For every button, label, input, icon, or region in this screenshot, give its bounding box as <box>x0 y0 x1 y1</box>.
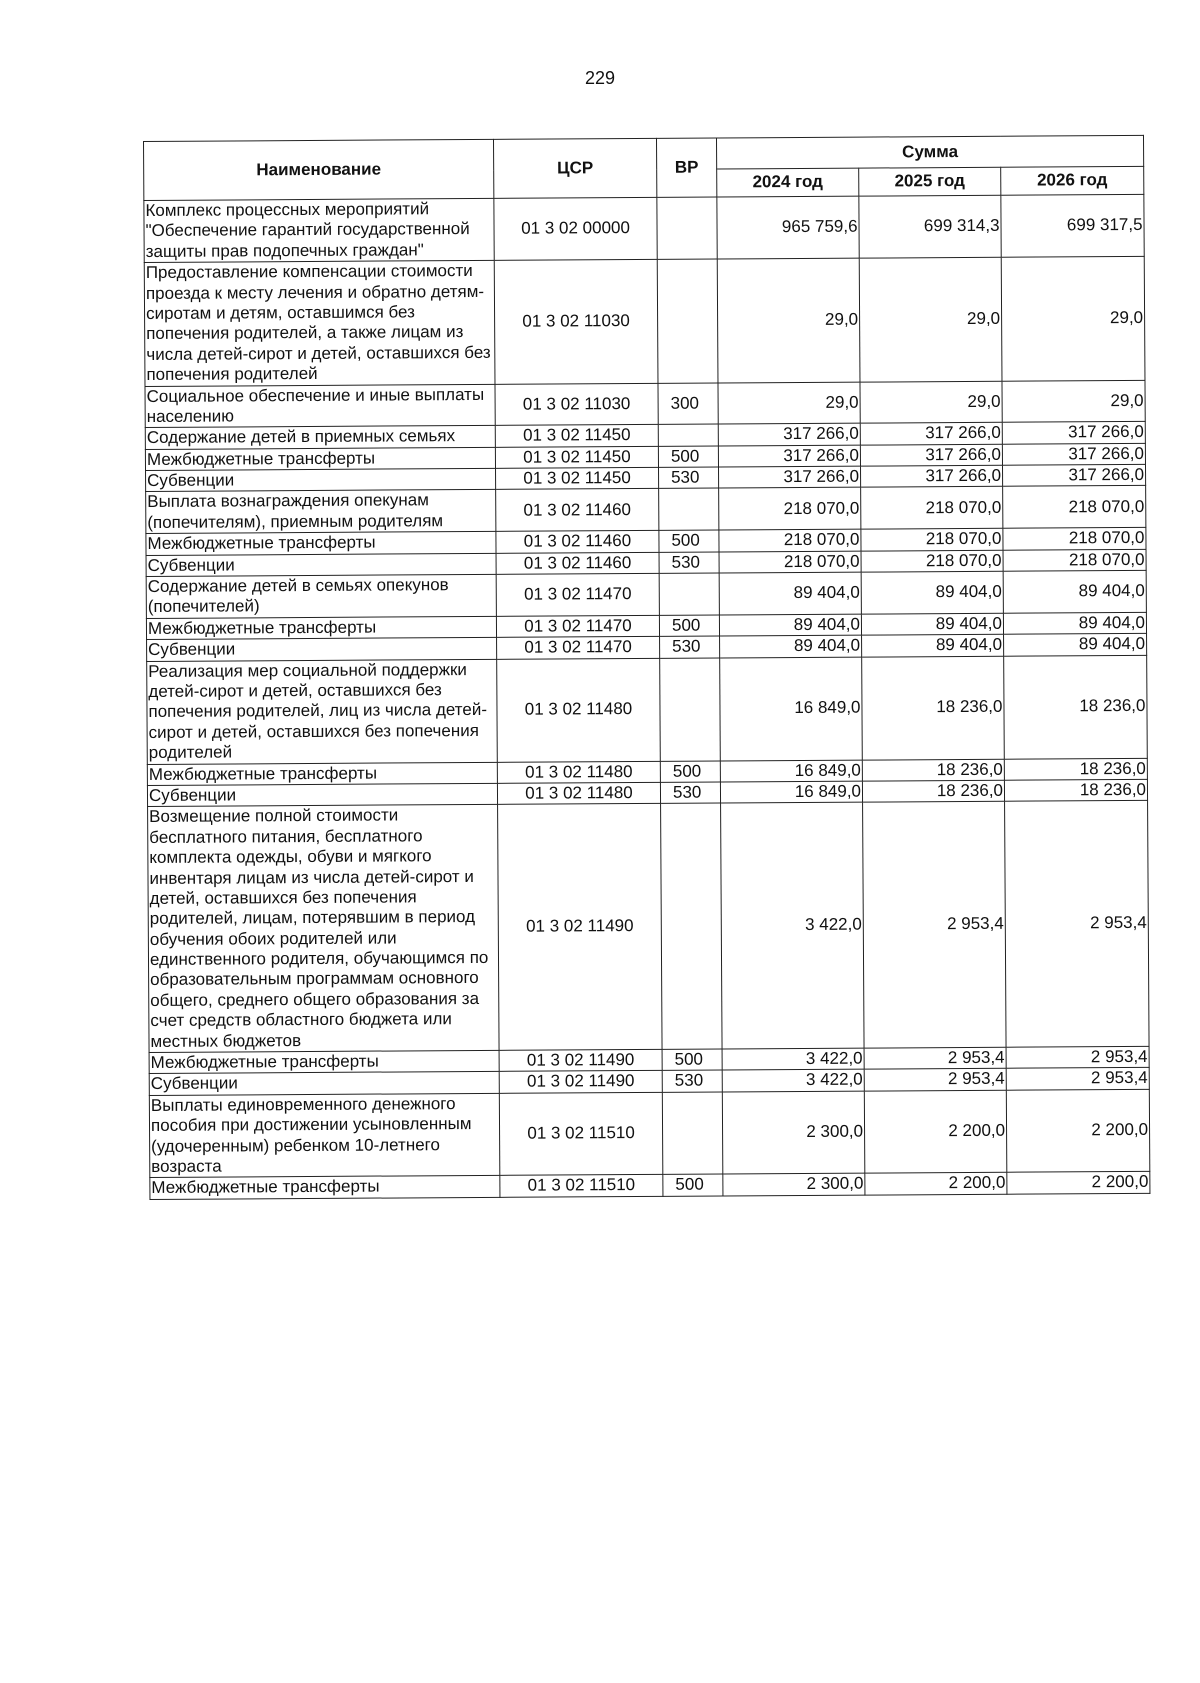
cell-2025: 2 200,0 <box>865 1173 1007 1195</box>
cell-2026: 317 266,0 <box>1002 422 1145 444</box>
table-row <box>145 380 1145 428</box>
cell-2024: 16 849,0 <box>720 657 863 761</box>
cell-csr: 01 3 02 11450 <box>496 467 659 489</box>
cell-2025: 2 953,4 <box>864 1069 1006 1091</box>
cell-2024: 965 759,6 <box>717 196 859 259</box>
cell-2026: 89 404,0 <box>1003 570 1146 613</box>
cell-vr: 500 <box>662 1049 722 1071</box>
table-row <box>146 486 1146 534</box>
cell-name: Содержание детей в семьях опекунов (попечителей) <box>146 574 496 618</box>
cell-csr: 01 3 02 11510 <box>499 1092 663 1176</box>
cell-csr: 01 3 02 11460 <box>496 552 659 574</box>
cell-name: Реализация мер социальной поддержки детей-сирот и детей, оставшихся без попечения родителей, лиц из числа детей-сирот и детей, оставшихся без попечения родителей <box>147 659 498 764</box>
cell-vr: 500 <box>663 1174 723 1196</box>
cell-2026: 2 953,4 <box>1005 801 1149 1048</box>
cell-2025: 29,0 <box>859 257 1002 381</box>
cell-2025: 218 070,0 <box>861 529 1003 551</box>
cell-2025: 89 404,0 <box>861 613 1003 635</box>
cell-vr <box>659 573 719 615</box>
cell-csr: 01 3 02 11480 <box>497 782 660 804</box>
cell-vr <box>657 197 717 260</box>
cell-vr <box>660 658 721 761</box>
table-body <box>144 194 1150 1199</box>
cell-csr: 01 3 02 11450 <box>495 425 658 447</box>
cell-2024: 29,0 <box>717 258 860 382</box>
cell-vr: 500 <box>659 530 719 552</box>
cell-2024: 89 404,0 <box>719 614 861 636</box>
cell-2025: 699 314,3 <box>859 195 1001 258</box>
cell-2024: 218 070,0 <box>719 551 861 573</box>
cell-2026: 317 266,0 <box>1002 464 1145 486</box>
cell-2024: 89 404,0 <box>720 635 862 657</box>
header-sum: Сумма <box>716 135 1143 169</box>
table-row <box>148 801 1149 1053</box>
cell-name: Межбюджетные трансферты <box>150 1176 500 1200</box>
cell-name: Субвенции <box>146 553 496 577</box>
cell-2025: 18 236,0 <box>862 759 1004 781</box>
cell-name: Межбюджетные трансферты <box>146 616 496 640</box>
cell-vr <box>662 1092 723 1175</box>
cell-vr: 530 <box>660 636 720 658</box>
cell-csr: 01 3 02 11480 <box>497 658 661 762</box>
header-csr: ЦСР <box>493 138 656 198</box>
table-row <box>144 257 1145 386</box>
cell-2026: 18 236,0 <box>1004 779 1147 801</box>
cell-2025: 29,0 <box>860 381 1002 424</box>
cell-2026: 18 236,0 <box>1004 758 1147 780</box>
cell-name: Межбюджетные трансферты <box>149 1050 499 1074</box>
budget-table-container <box>143 135 1149 1200</box>
cell-2025: 218 070,0 <box>861 487 1003 530</box>
cell-csr: 01 3 02 11470 <box>496 573 659 616</box>
cell-vr: 530 <box>662 1070 722 1092</box>
header-year-2024: 2024 год <box>717 168 859 197</box>
cell-2026: 89 404,0 <box>1004 634 1147 656</box>
cell-vr: 500 <box>660 761 720 783</box>
cell-2026: 18 236,0 <box>1004 655 1148 759</box>
header-year-2026: 2026 год <box>1001 166 1144 195</box>
header-vr: ВР <box>656 138 716 197</box>
cell-csr: 01 3 02 11480 <box>497 761 660 783</box>
cell-2024: 218 070,0 <box>719 488 861 531</box>
cell-2026: 29,0 <box>1001 257 1145 381</box>
cell-csr: 01 3 02 11470 <box>497 637 660 659</box>
cell-name: Выплата вознаграждения опекунам (попечителям), приемным родителям <box>146 490 496 534</box>
cell-csr: 01 3 02 11510 <box>500 1175 663 1197</box>
table-header <box>144 135 1144 200</box>
cell-vr <box>659 488 719 530</box>
cell-2024: 2 300,0 <box>722 1091 865 1174</box>
cell-2026: 218 070,0 <box>1003 528 1146 550</box>
cell-name: Межбюджетные трансферты <box>147 762 497 786</box>
cell-csr: 01 3 02 11460 <box>496 531 659 553</box>
cell-2026: 218 070,0 <box>1003 549 1146 571</box>
cell-2025: 89 404,0 <box>861 571 1003 614</box>
table-row <box>144 194 1144 262</box>
cell-vr <box>657 259 718 383</box>
budget-table <box>143 135 1150 1200</box>
cell-2024: 3 422,0 <box>722 1070 864 1092</box>
cell-vr: 300 <box>658 383 718 425</box>
cell-2026: 2 200,0 <box>1007 1172 1150 1194</box>
cell-name: Субвенции <box>147 638 497 662</box>
cell-name: Социальное обеспечение и иные выплаты населению <box>145 384 495 428</box>
cell-csr: 01 3 02 11030 <box>495 383 658 426</box>
cell-2024: 89 404,0 <box>719 572 861 615</box>
cell-2025: 18 236,0 <box>862 656 1005 760</box>
cell-csr: 01 3 02 11030 <box>494 260 658 384</box>
cell-csr: 01 3 02 11490 <box>499 1071 662 1093</box>
cell-vr: 500 <box>658 446 718 468</box>
cell-2026: 699 317,5 <box>1001 194 1144 257</box>
cell-name: Субвенции <box>149 1072 499 1096</box>
cell-csr: 01 3 02 11490 <box>499 1049 662 1071</box>
header-year-2025: 2025 год <box>859 167 1001 196</box>
cell-2026: 2 953,4 <box>1006 1068 1149 1090</box>
cell-vr: 530 <box>660 782 720 804</box>
cell-2024: 29,0 <box>718 382 860 425</box>
cell-2026: 2 200,0 <box>1006 1089 1150 1172</box>
cell-name: Субвенции <box>147 783 497 807</box>
cell-2024: 3 422,0 <box>722 1048 864 1070</box>
page-number: 229 <box>584 68 616 88</box>
cell-2026: 218 070,0 <box>1003 486 1146 529</box>
cell-2024: 317 266,0 <box>719 466 861 488</box>
cell-name: Выплаты единовременного денежного пособия при достижении усыновленным (удочеренным) ребенком 10-летнего возраста <box>149 1093 499 1178</box>
table-row <box>147 655 1148 764</box>
cell-name: Субвенции <box>146 468 496 492</box>
cell-csr: 01 3 02 11470 <box>496 615 659 637</box>
cell-2024: 218 070,0 <box>719 529 861 551</box>
header-name: Наименование <box>144 139 494 200</box>
cell-name: Межбюджетные трансферты <box>146 532 496 556</box>
cell-2026: 29,0 <box>1002 380 1145 423</box>
cell-name: Содержание детей в приемных семьях <box>145 426 495 450</box>
cell-name: Межбюджетные трансферты <box>145 447 495 471</box>
cell-2025: 2 200,0 <box>864 1090 1007 1173</box>
cell-csr: 01 3 02 11450 <box>495 446 658 468</box>
cell-vr: 530 <box>659 552 719 574</box>
cell-vr <box>661 803 722 1049</box>
cell-csr: 01 3 02 11460 <box>496 489 659 532</box>
cell-name: Возмещение полной стоимости бесплатного питания, бесплатного комплекта одежды, обуви и мягкого инвентаря лицам из числа детей-сирот и детей, оставшихся без попечения родителей, лицам, потерявшим в период обучения обоих родителей или единственного родителя, обучающимся по образовательным программам основного общего, среднего общего образования за счет средств областного бюджета или местных бюджетов <box>148 805 499 1053</box>
cell-2026: 2 953,4 <box>1006 1046 1149 1068</box>
cell-vr: 500 <box>659 615 719 637</box>
cell-name: Комплекс процессных мероприятий "Обеспечение гарантий государственной защиты прав подопечных граждан" <box>144 198 494 262</box>
cell-csr: 01 3 02 00000 <box>494 197 657 260</box>
cell-2025: 218 070,0 <box>861 550 1003 572</box>
cell-name: Предоставление компенсации стоимости проезда к месту лечения и обратно детям-сиротам и детям, оставшимся без попечения родителей, а также лицам из числа детей-сирот и детей, оставшихся без попечения родителей <box>144 261 495 386</box>
cell-vr <box>658 424 718 446</box>
cell-2025: 317 266,0 <box>860 423 1002 445</box>
cell-2026: 89 404,0 <box>1003 612 1146 634</box>
cell-2025: 89 404,0 <box>862 634 1004 656</box>
cell-vr: 530 <box>659 467 719 489</box>
table-row <box>149 1089 1149 1178</box>
cell-2026: 317 266,0 <box>1002 443 1145 465</box>
table-row <box>146 570 1146 618</box>
cell-2025: 18 236,0 <box>862 780 1004 802</box>
cell-2025: 2 953,4 <box>863 802 1006 1049</box>
cell-2024: 3 422,0 <box>721 802 864 1049</box>
cell-2024: 317 266,0 <box>718 445 860 467</box>
cell-2025: 317 266,0 <box>860 444 1002 466</box>
cell-2024: 16 849,0 <box>720 781 862 803</box>
cell-2025: 317 266,0 <box>860 465 1002 487</box>
cell-2024: 16 849,0 <box>720 760 862 782</box>
cell-2024: 317 266,0 <box>718 423 860 445</box>
cell-csr: 01 3 02 11490 <box>498 804 662 1051</box>
cell-2024: 2 300,0 <box>723 1173 865 1195</box>
cell-2025: 2 953,4 <box>864 1047 1006 1069</box>
